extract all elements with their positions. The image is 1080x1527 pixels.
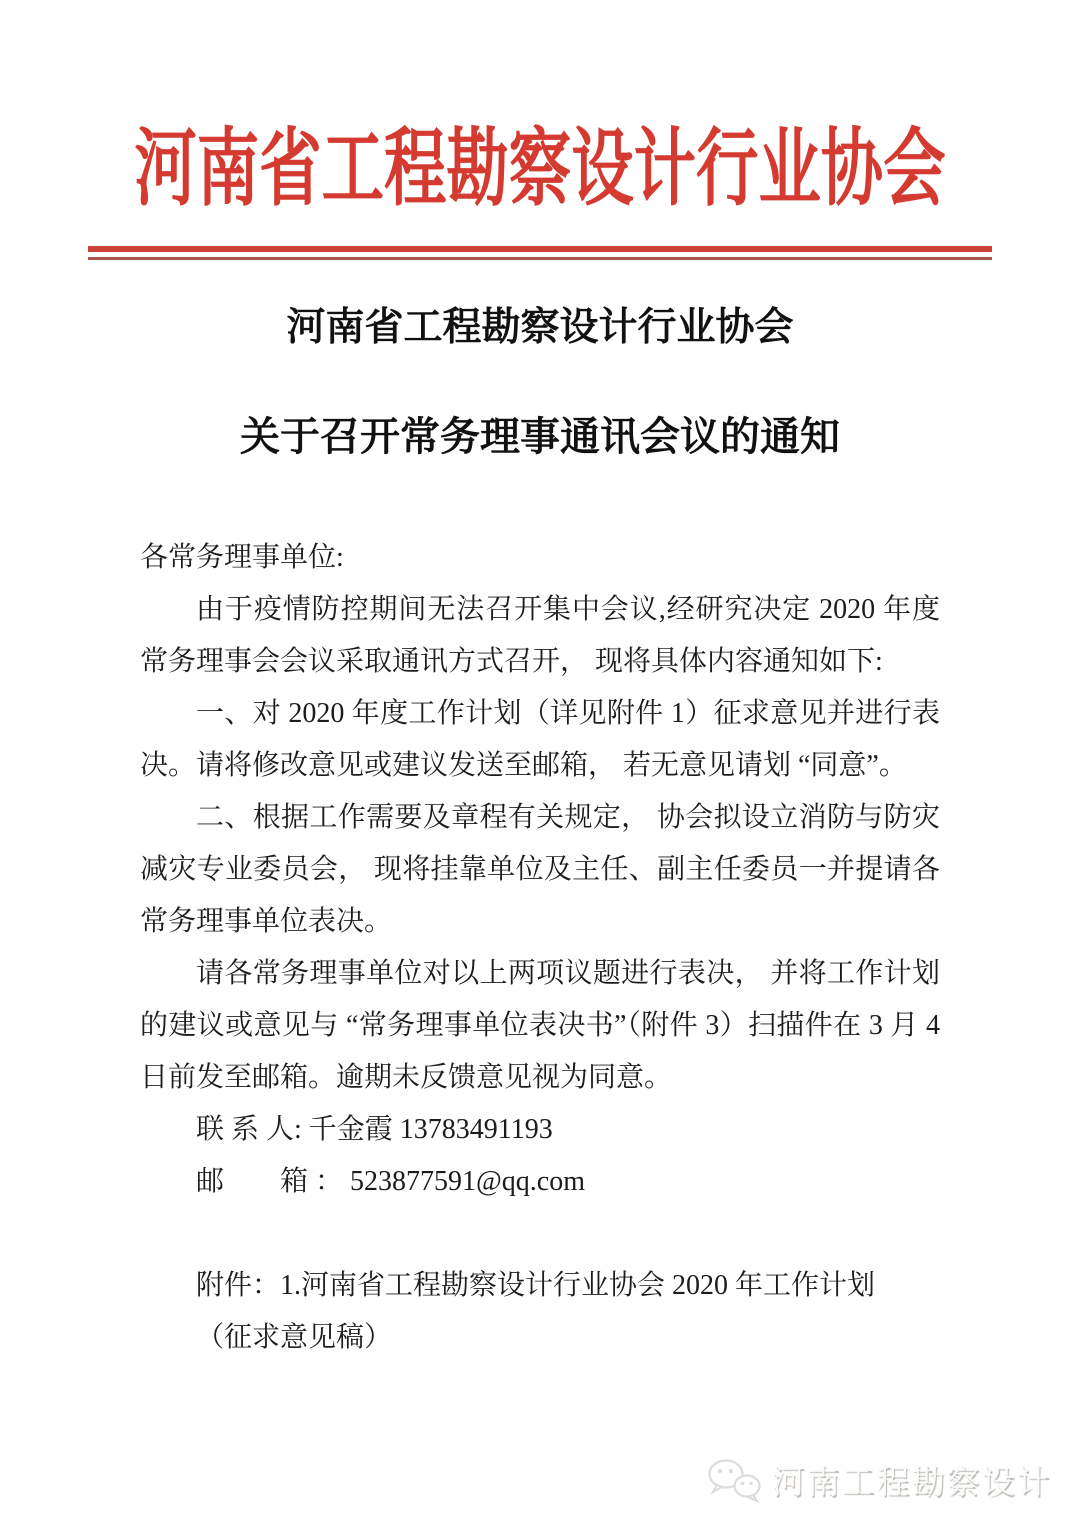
doc-title-subject: 关于召开常务理事通讯会议的通知 (240, 414, 840, 459)
wechat-watermark (706, 1456, 1052, 1503)
paragraph-intro: 由于疫情防控期间无法召开集中会议,经研究决定 2020 年度常务理事会会议采取通讯方式召开， 现将具体内容通知如下: (140, 594, 940, 677)
salutation-line: 各常务理事单位: (140, 542, 344, 573)
watermark-text: 河南工程勘察设计 (772, 1463, 1052, 1500)
notice-body (140, 532, 940, 1364)
letterhead (0, 110, 1080, 260)
double-rule-divider (88, 246, 992, 260)
rule-thin-line (88, 257, 992, 260)
paragraph-agenda-item-1: 一、对 2020 年度工作计划（详见附件 1）征求意见并进行表决。请将修改意见或建议发送至邮箱， 若无意见请划 “同意”。 (140, 698, 940, 781)
contact-person-line: 联 系 人: 千金霞 13783491193 (196, 1114, 553, 1145)
rule-thick-line (88, 246, 992, 252)
contact-email-line: 邮 箱 ： 523877591@qq.com (196, 1166, 585, 1197)
association-banner-title (0, 110, 1080, 230)
wechat-icon (706, 1457, 762, 1503)
attachment-line-2: （征求意见稿） (196, 1322, 393, 1353)
association-banner-title-text: 河南省工程勘察设计行业协会 (134, 123, 946, 217)
paragraph-agenda-item-2: 二、根据工作需要及章程有关规定， 协会拟设立消防与防灾减灾专业委员会， 现将挂靠单位及主任、副主任委员一并提请各常务理事单位表决。 (140, 802, 940, 937)
attachment-line-1: 附件：1.河南省工程勘察设计行业协会 2020 年工作计划 (196, 1270, 876, 1301)
doc-title-organization: 河南省工程勘察设计行业协会 (286, 306, 794, 349)
paragraph-voting-instructions: 请各常务理事单位对以上两项议题进行表决， 并将工作计划的建议或意见与 “常务理事单位表决书”（附件 3）扫描件在 3 月 4 日前发至邮箱。逾期未反馈意见视为同意。 (140, 958, 940, 1093)
attachments-block (140, 1260, 940, 1364)
